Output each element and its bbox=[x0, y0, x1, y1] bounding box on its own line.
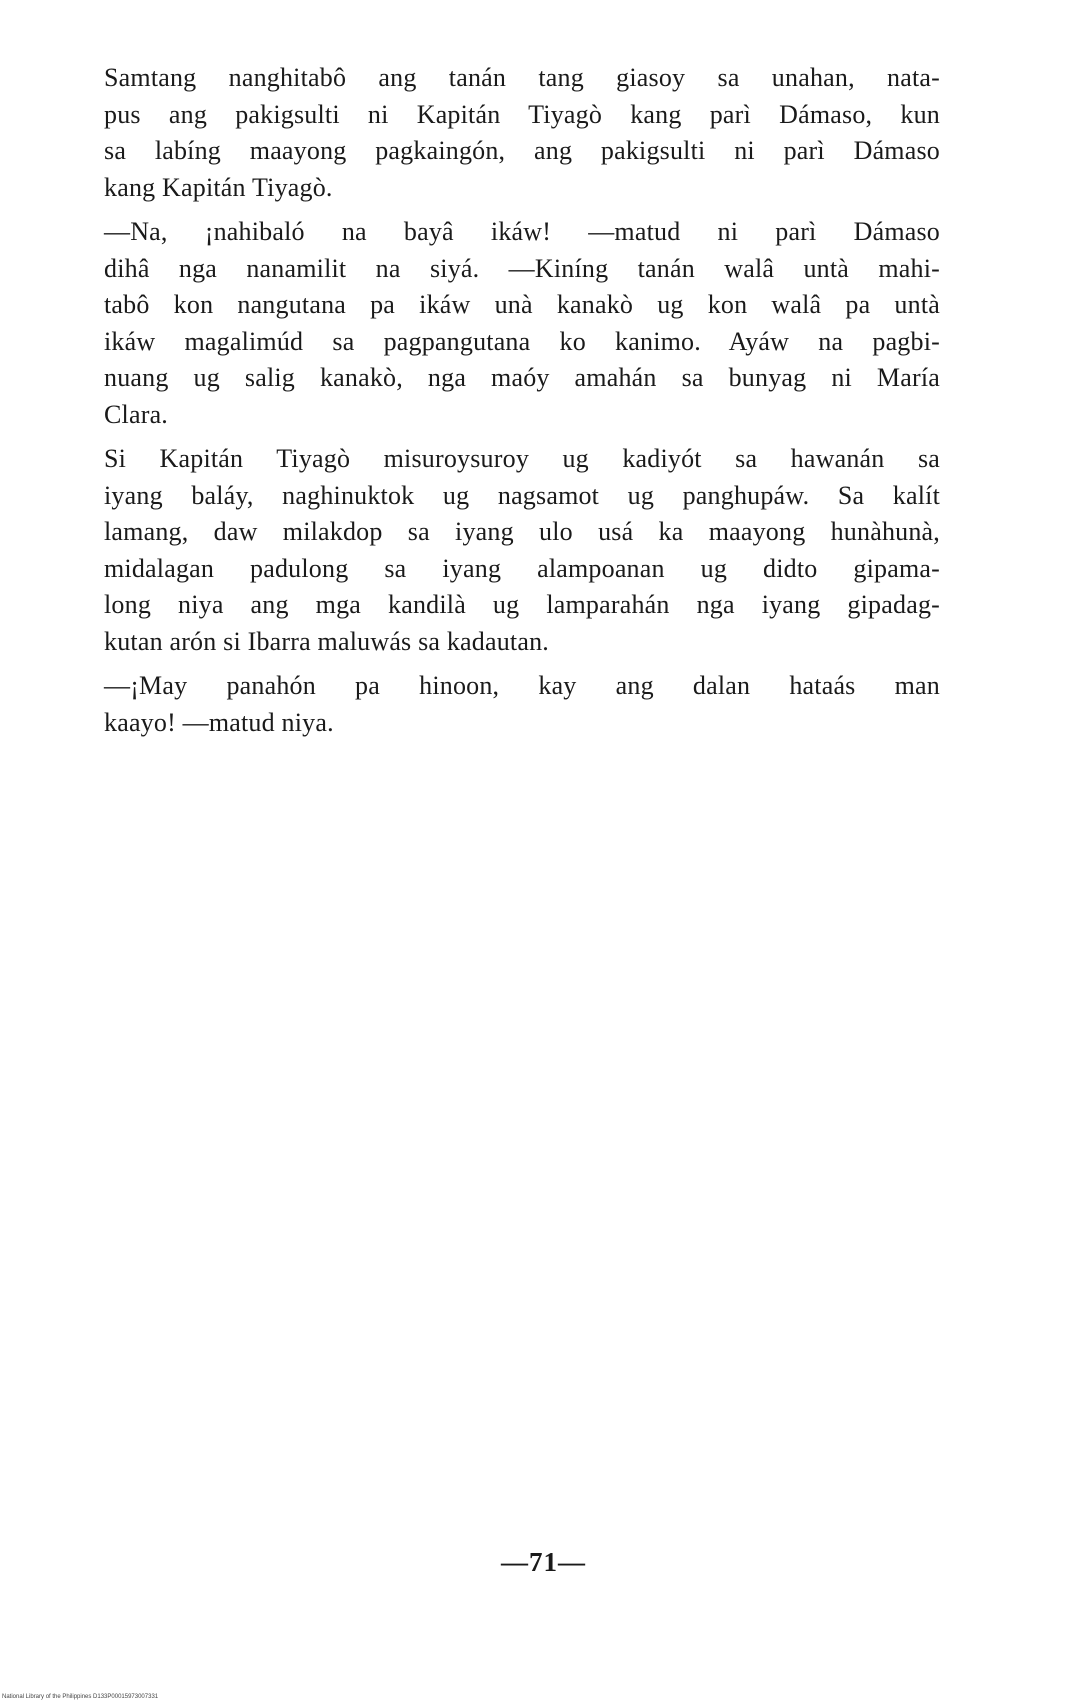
paragraph-4 bbox=[104, 668, 940, 741]
text-line: —Na, ¡nahibaló na bayâ ikáw! —matud ni parì Dámaso bbox=[104, 217, 940, 246]
text-line: Samtang nanghitabô ang tanán tang giasoy sa unahan, nata- bbox=[104, 63, 940, 92]
text-line: sa labíng maayong pagkaingón, ang pakigsulti ni parì Dámaso bbox=[104, 136, 940, 165]
text-line: long niya ang mga kandilà ug lamparahán nga iyang gipadag- bbox=[104, 590, 940, 619]
page-number: —71— bbox=[501, 1547, 586, 1577]
text-line: nuang ug salig kanakò, nga maóy amahán sa bunyag ni María bbox=[104, 363, 940, 392]
text-line: kutan arón si Ibarra maluwás sa kadautan. bbox=[104, 626, 549, 656]
text-line: —¡May panahón pa hinoon, kay ang dalan hataás man bbox=[104, 671, 940, 700]
text-line: kang Kapitán Tiyagò. bbox=[104, 172, 333, 202]
text-line: tabô kon nangutana pa ikáw unà kanakò ug kon walâ pa untà bbox=[104, 290, 940, 319]
text-line: dihâ nga nanamilit na siyá. —Kiníng tanán walâ untà mahi- bbox=[104, 253, 940, 283]
text-line: Si Kapitán Tiyagò misuroysuroy ug kadiyót sa hawanán sa bbox=[104, 444, 940, 473]
text-line: lamang, daw milakdop sa iyang ulo usá ka maayong hunàhunà, bbox=[104, 517, 940, 546]
text-line: iyang baláy, naghinuktok ug nagsamot ug panghupáw. Sa kalít bbox=[104, 480, 940, 510]
scan-credit: National Library of the Philippines D133P00015973007331 bbox=[2, 1694, 159, 1700]
paragraph-3 bbox=[104, 441, 940, 660]
text-line: Clara. bbox=[104, 399, 169, 429]
body-text bbox=[104, 60, 940, 749]
paragraph-2 bbox=[104, 214, 940, 433]
text-line: kaayo! —matud niya. bbox=[104, 707, 334, 737]
text-line: midalagan padulong sa iyang alampoanan ug didto gipama- bbox=[104, 553, 940, 583]
text-line: ikáw magalimúd sa pagpangutana ko kanimo. Ayáw na pagbi- bbox=[104, 326, 940, 356]
paragraph-1 bbox=[104, 60, 940, 206]
text-line: pus ang pakigsulti ni Kapitán Tiyagò kang parì Dámaso, kun bbox=[104, 99, 940, 129]
